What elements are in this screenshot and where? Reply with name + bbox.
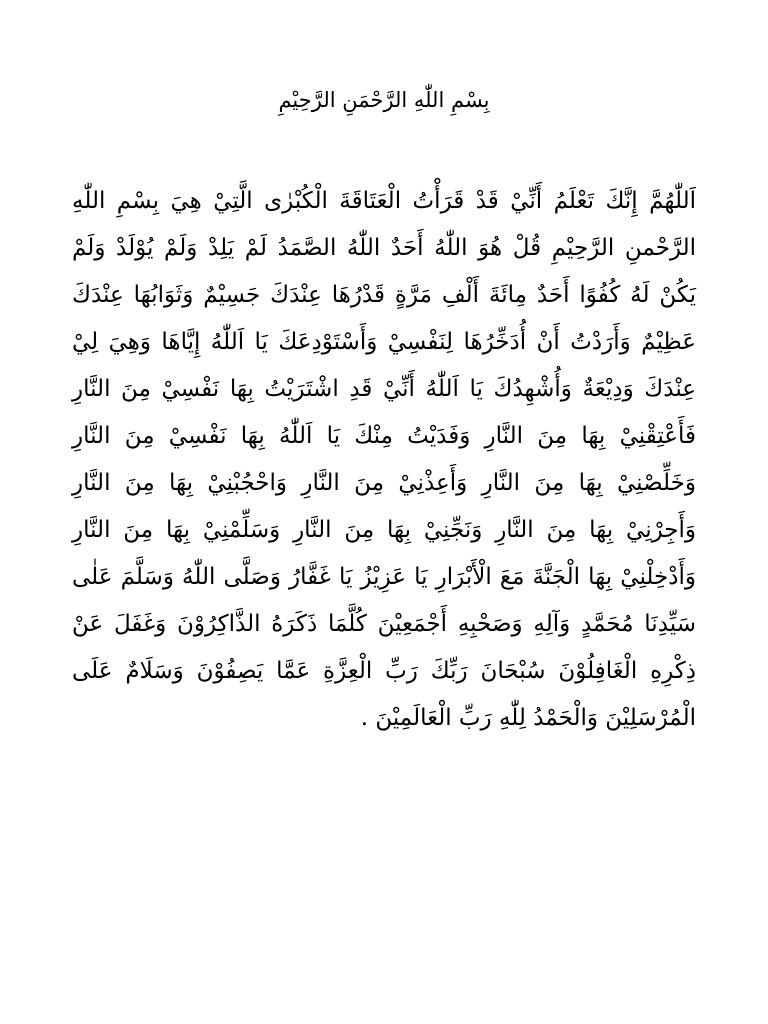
basmala-heading: بِسْمِ اللّٰهِ الرَّحْمَنِ الرَّحِيْمِ xyxy=(278,88,490,112)
prayer-text: اَللّٰهُمَّ إِنَّكَ تَعْلَمُ أَنِّيْ قَدْ قَرَأْتُ الْعَتَاقَةَ الْكُبْرٰى الَّتِيْ هِيَ بِسْمِ اللّٰهِ الرَّحْمنِ الرَّحِيْمِ قُلْ هُوَ اللّٰهُ أَحَدٌ اللّٰهُ الصَّمَدُ لَمْ يَلِدْ وَلَمْ يُوْلَدْ وَلَمْ يَكُنْ لَهُ كُفُوًا أَحَدٌ مِائَةَ أَلْفِ مَرَّةٍ قَدْرُهَا عِنْدَكَ جَسِيْمٌ وَثَوَابُهَا عِنْدَكَ عَظِيْمٌ وَأَرَدْتُ أَنْ أُدَخِّرُهَا لِنَفْسِيْ وَأَسْتَوْدِعَكَ يَا اَللّٰهُ إِيَّاهَا وَهِيَ لِيْ عِنْدَكَ وَدِيْعَةٌ وَأُشْهِدُكَ يَا اَللّٰهُ أَنِّيْ قَدِ اشْتَرَيْتُ بِهَا نَفْسِيْ مِنَ النَّارِ فَأَعْتِقْنِيْ بِهَا مِنَ النَّارِ وَفَدَيْتُ مِنْكَ يَا اَللّٰهُ بِهَا نَفْسِيْ مِنَ النَّارِ وَخَلِّصْنِيْ بِهَا مِنَ النَّارِ وَأَعِذْنِيْ مِنَ النَّارِ وَاحْجُبْنِيْ بِهَا مِنَ النَّارِ وَأَجِرْنِيْ بِهَا مِنَ النَّارِ وَنَجِّنِيْ بِهَا مِنَ النَّارِ وَسَلِّمْنِيْ بِهَا مِنَ النَّارِ وَأَدْخِلْنِيْ بِهَا الْجَنَّةَ مَعَ الْأَبْرَارِ يَا عَزِيْزُ يَا غَفَّارُ وَصَلَّى اللّٰهُ وَسَلَّمَ عَلٰى سَيِّدِنَا مُحَمَّدٍ وَآلِهِ وَصَحْبِهِ أَجْمَعِيْنَ كُلَّمَا ذَكَرَهُ الذَّاكِرُوْنَ وَغَفَلَ عَنْ ذِكْرِهِ الْغَافِلُوْنَ سُبْحَانَ رَبِّكَ رَبِّ الْعِزَّةِ عَمَّا يَصِفُوْنَ وَسَلَامٌ عَلَى الْمُرْسَلِيْنَ وَالْحَمْدُ لِلّٰهِ رَبِّ الْعَالَمِيْنَ . xyxy=(72,188,696,731)
